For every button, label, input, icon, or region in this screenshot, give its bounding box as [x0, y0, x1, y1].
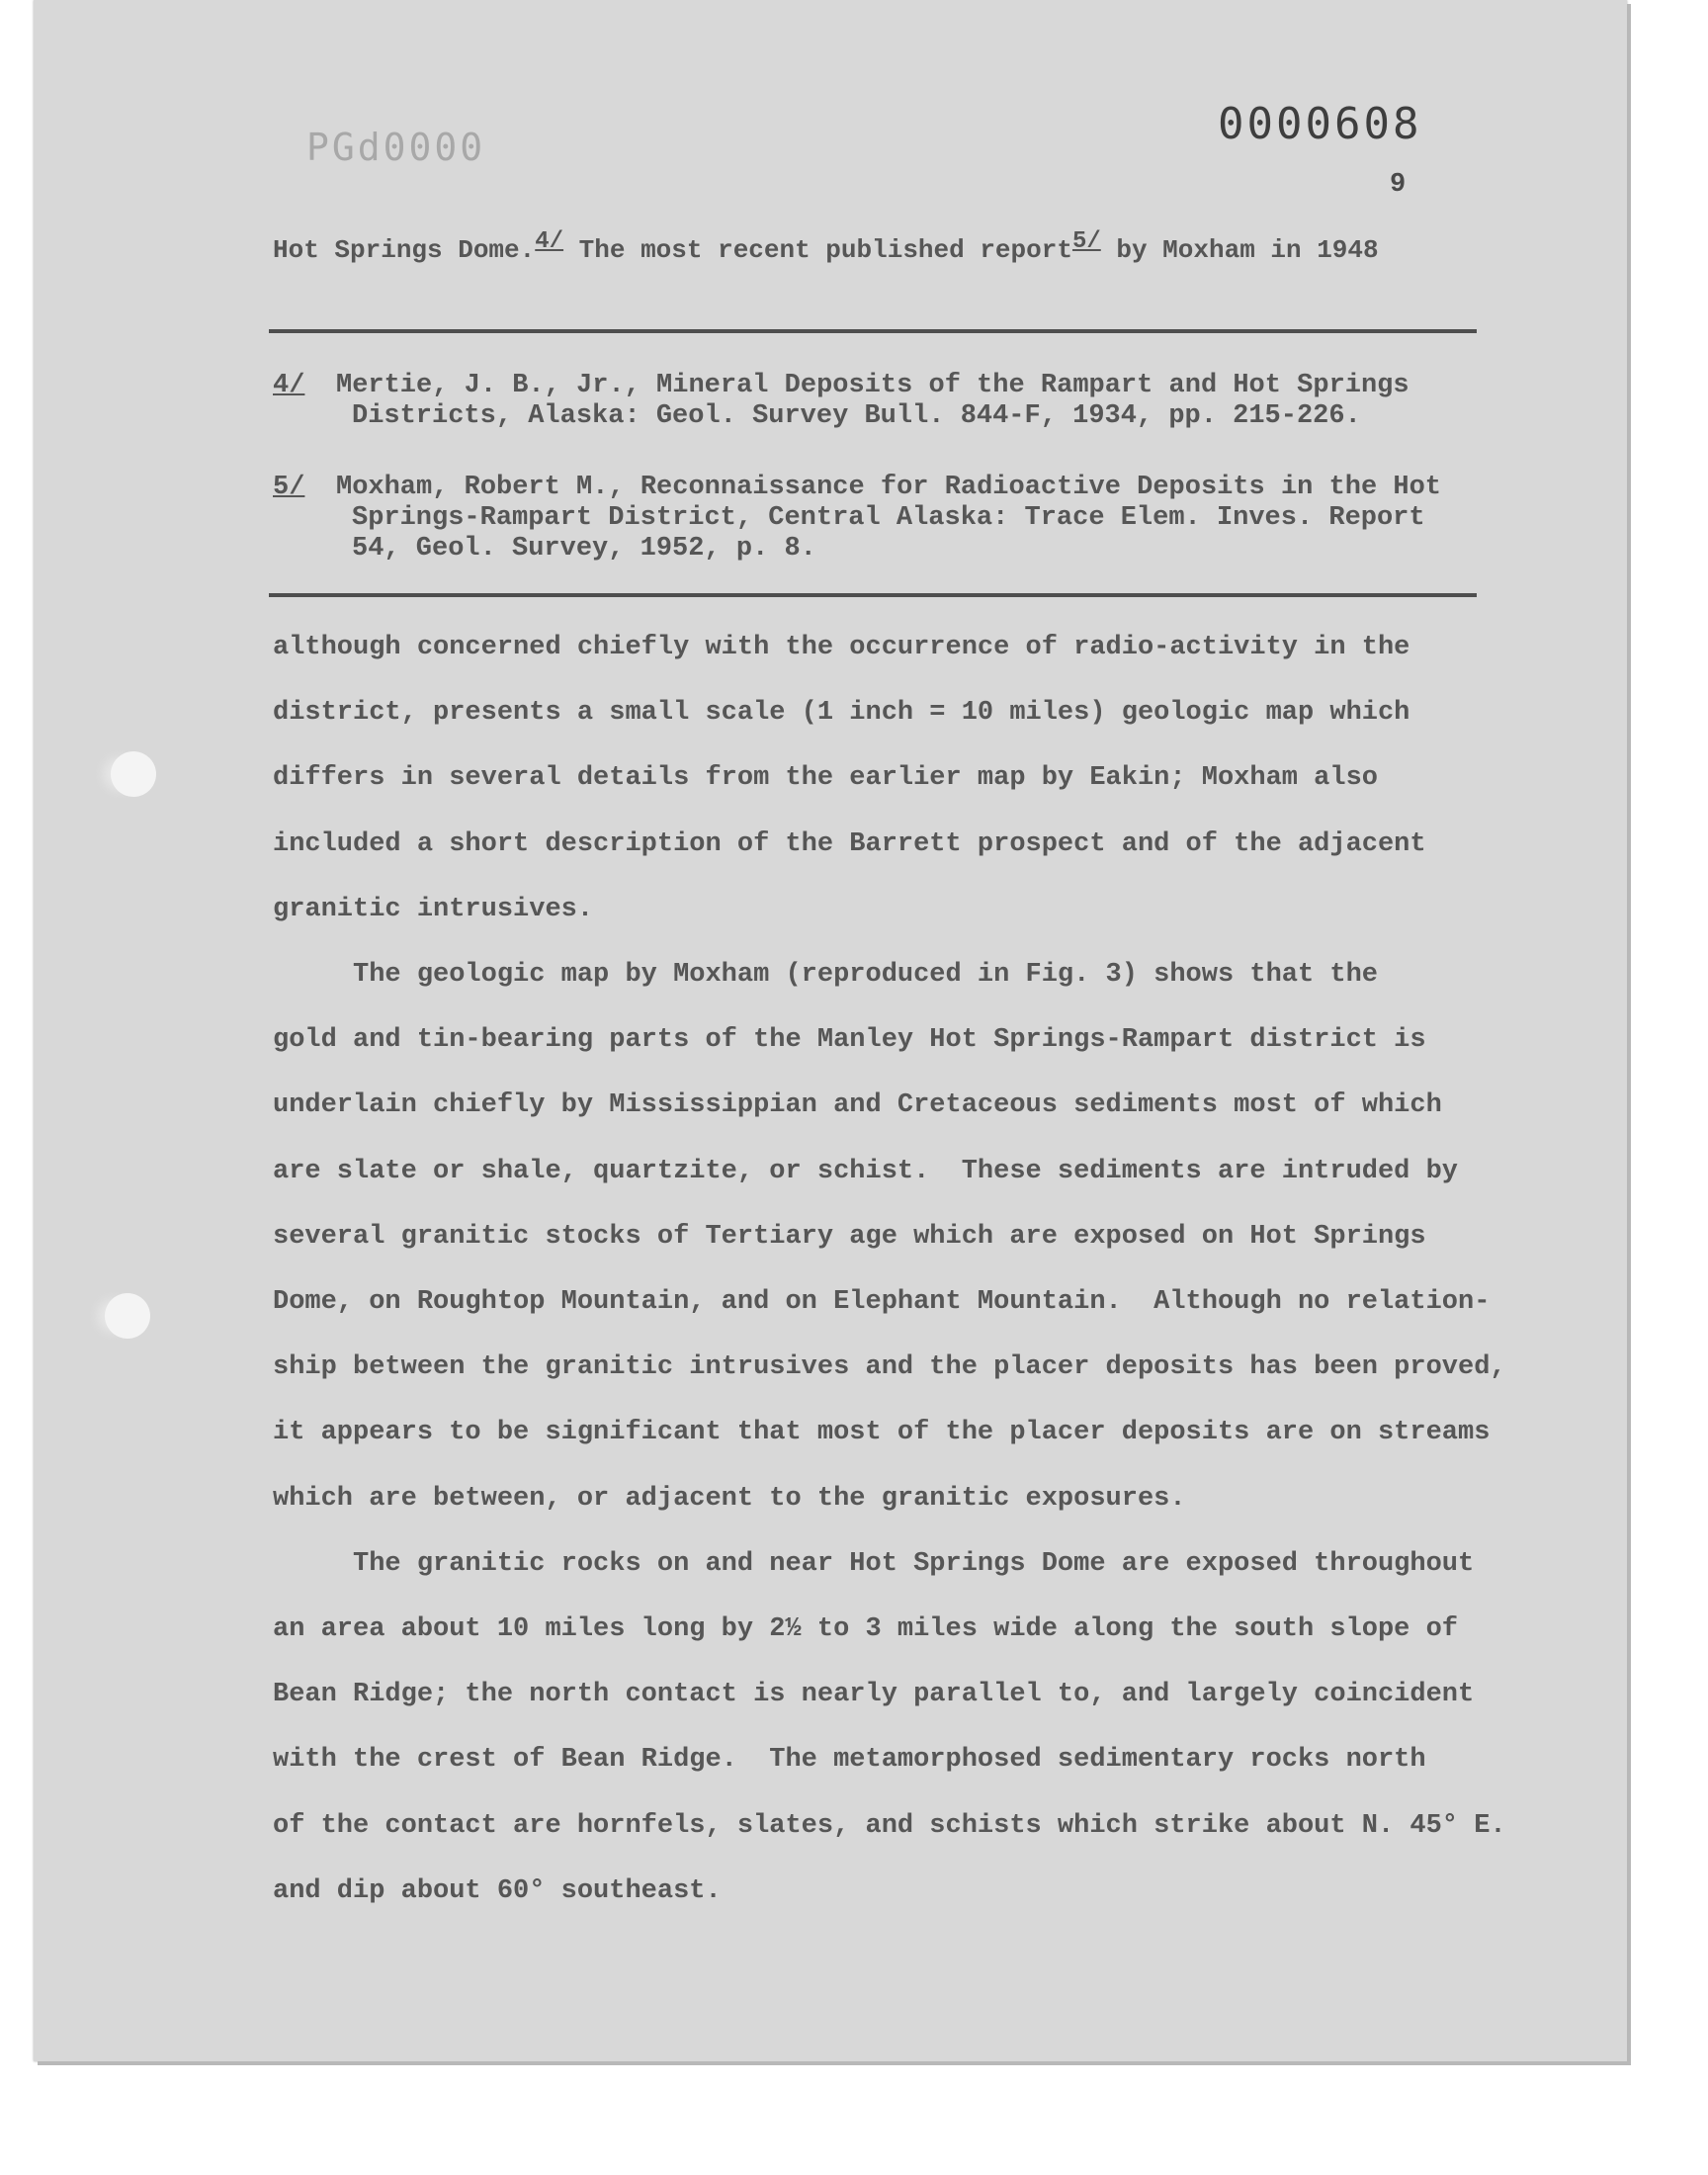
footnote-line: 54, Geol. Survey, 1952, p. 8. [352, 534, 816, 564]
body-line: it appears to be significant that most of the placer deposits are on streams [273, 1418, 1491, 1448]
continuation-line [273, 228, 1379, 265]
body-line: although concerned chiefly with the occurrence of radio-activity in the [273, 633, 1410, 662]
body-line: are slate or shale, quartzite, or schist. These sediments are intruded by [273, 1156, 1458, 1186]
footnote-line: Mertie, J. B., Jr., Mineral Deposits of the Rampart and Hot Springs [336, 371, 1409, 400]
footnote-mark: 5/ [273, 473, 305, 502]
body-line: gold and tin-bearing parts of the Manley Hot Springs-Rampart district is [273, 1025, 1426, 1056]
footnote-line: Springs-Rampart District, Central Alaska: Trace Elem. Inves. Report [352, 503, 1425, 533]
line-text-middle: The most recent published report [563, 235, 1072, 265]
body-line: Bean Ridge; the north contact is nearly parallel to, and largely coincident [273, 1680, 1475, 1710]
punch-hole-upper [111, 751, 156, 797]
footnote-ref-5: 5/ [1071, 228, 1101, 255]
body-line: Dome, on Roughtop Mountain, and on Elephant Mountain. Although no relation- [273, 1287, 1491, 1317]
footnote-mark: 4/ [273, 371, 305, 400]
faint-stamp-number: PGd0000 [306, 126, 486, 169]
page-number: 9 [1390, 170, 1407, 200]
footnote-line: Moxham, Robert M., Reconnaissance for Radioactive Deposits in the Hot [336, 473, 1441, 502]
body-line: granitic intrusives. [273, 894, 594, 924]
scan-margin [0, 2096, 1708, 2175]
line-text-start: Hot Springs Dome. [273, 235, 536, 265]
body-line: The granitic rocks on and near Hot Springs Dome are exposed throughout [273, 1548, 1475, 1579]
body-line: differs in several details from the earlier map by Eakin; Moxham also [273, 763, 1378, 794]
footnote-ref-4: 4/ [535, 228, 564, 255]
footnote-rule-bottom [269, 593, 1477, 597]
body-line: ship between the granitic intrusives and the placer deposits has been proved, [273, 1352, 1506, 1383]
body-line: with the crest of Bean Ridge. The metamorphosed sedimentary rocks north [273, 1745, 1426, 1776]
punch-hole-lower [105, 1293, 150, 1339]
document-stamp-number: 0000608 [1218, 99, 1422, 149]
body-line: of the contact are hornfels, slates, and schists which strike about N. 45° E. [273, 1810, 1506, 1841]
body-line: included a short description of the Barrett prospect and of the adjacent [273, 828, 1426, 859]
body-line: an area about 10 miles long by 2½ to 3 miles wide along the south slope of [273, 1614, 1458, 1644]
footnote-rule-top [269, 329, 1477, 333]
footnote-line: Districts, Alaska: Geol. Survey Bull. 844-F, 1934, pp. 215-226. [352, 401, 1361, 431]
body-line: and dip about 60° southeast. [273, 1875, 722, 1906]
body-line: several granitic stocks of Tertiary age which are exposed on Hot Springs [273, 1221, 1426, 1252]
body-line: underlain chiefly by Mississippian and Cretaceous sediments most of which [273, 1090, 1442, 1121]
body-line: which are between, or adjacent to the granitic exposures. [273, 1483, 1186, 1514]
line-text-end: by Moxham in 1948 [1100, 235, 1379, 265]
body-line: The geologic map by Moxham (reproduced in Fig. 3) shows that the [273, 960, 1378, 990]
body-line: district, presents a small scale (1 inch = 10 miles) geologic map which [273, 698, 1410, 729]
